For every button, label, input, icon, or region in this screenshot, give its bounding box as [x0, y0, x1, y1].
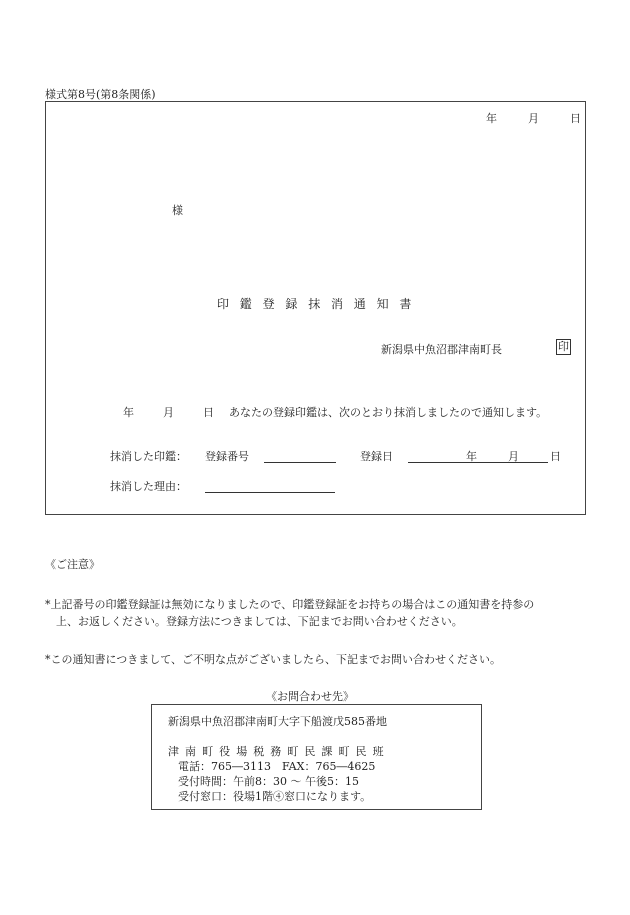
notice-text: あなたの登録印鑑は、次のとおり抹消しましたので通知します。 [229, 406, 548, 419]
notice-day-label: 日 [203, 406, 214, 419]
notes-heading: 《ご注意》 [45, 558, 100, 571]
contact-phone: 電話：765―3113 FAX：765―4625 [178, 760, 376, 773]
registration-number-label: 登録番号 [205, 450, 249, 463]
date-day-label: 日 [570, 112, 581, 125]
registration-date-day: 日 [550, 450, 561, 463]
registration-date-label: 登録日 [360, 450, 393, 463]
contact-heading: 《お問合わせ先》 [266, 690, 354, 703]
notice-form [45, 101, 586, 515]
registration-date-month: 月 [508, 450, 519, 463]
note-line: 上記番号の印鑑登録証は無効になりましたので、印鑑登録証をお持ちの場合はこの通知書を持参の [50, 598, 535, 611]
notice-line [123, 404, 547, 420]
form-title: 印鑑登録抹消通知書 [217, 297, 423, 311]
seal-mark: 印 [558, 340, 569, 353]
form-number-label: 様式第8号(第8条関係) [45, 88, 156, 101]
contact-box [151, 704, 482, 810]
contact-hours: 受付時間：午前8：30 ～ 午後5：15 [178, 775, 359, 788]
reason-blank[interactable] [205, 492, 335, 493]
cancelled-seal-label: 抹消した印鑑： [110, 450, 187, 463]
notice-month-label: 月 [163, 406, 174, 419]
note-item [45, 596, 534, 612]
note-bullet: * [45, 653, 51, 666]
issuer-name: 新潟県中魚沼郡津南町長 [381, 343, 502, 356]
note-line: この通知書につきまして、ご不明な点がございましたら、下記までお問い合わせください。 [50, 653, 502, 666]
registration-number-blank[interactable] [264, 462, 336, 463]
date-month-label: 月 [528, 112, 539, 125]
registration-date-year: 年 [466, 450, 477, 463]
form-date [486, 110, 581, 126]
contact-address: 新潟県中魚沼郡津南町大字下船渡戊585番地 [168, 715, 387, 728]
notice-year-label: 年 [123, 406, 134, 419]
contact-office: 津南町役場税務町民課町民班 [168, 745, 390, 758]
note-item [45, 651, 501, 667]
date-year-label: 年 [486, 112, 497, 125]
note-bullet: * [45, 598, 51, 611]
note-line-continued: 上、お返しください。登録方法につきましては、下記までお問い合わせください。 [56, 615, 463, 628]
registration-date-blank[interactable] [408, 462, 548, 463]
addressee-suffix: 様 [172, 204, 183, 217]
contact-window: 受付窓口：役場1階④窓口になります。 [178, 790, 372, 803]
reason-label: 抹消した理由： [110, 480, 187, 493]
